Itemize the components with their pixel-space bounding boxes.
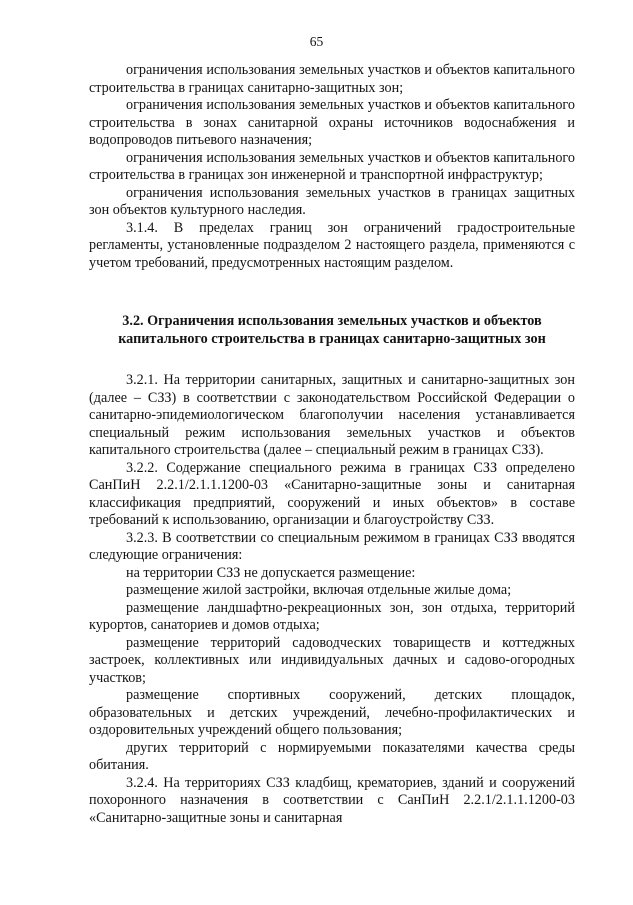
list-item: ограничения использования земельных участков в границах защитных зон объектов культурного наследия. xyxy=(89,184,575,218)
restriction-item: размещение спортивных сооружений, детских площадок, образовательных и детских учреждений, лечебно-профилактических и оздоровительных учреждений общего пользования; xyxy=(89,687,575,738)
restriction-intro: на территории СЗЗ не допускается размещение: xyxy=(126,564,416,581)
restriction-item: размещение ландшафтно-рекреационных зон, зон отдыха, территорий курортов, санаториев и домов отдыха; xyxy=(89,599,575,633)
restriction-item: размещение жилой застройки, включая отдельные жилые дома; xyxy=(126,582,512,598)
restriction-item: других территорий с нормируемыми показателями качества среды обитания. xyxy=(89,739,575,773)
list-item: ограничения использования земельных участков и объектов капитального строительства в границах зон инженерной и транспортной инфраструктур; xyxy=(89,149,575,183)
list-item: ограничения использования земельных участков и объектов капитального строительства в зонах санитарной охраны источников водоснабжения и водопроводов питьевого назначения; xyxy=(89,97,575,148)
list-item: ограничения использования земельных участков и объектов капитального строительства в границах санитарно-защитных зон; xyxy=(89,62,575,96)
section-heading: 3.2. Ограничения использования земельных участков и объектов капитального строительства в границах санитарно-защитных зон xyxy=(118,313,546,347)
paragraph-3-2-3: 3.2.3. В соответствии со специальным режимом в границах СЗЗ вводятся следующие ограничения: xyxy=(89,529,575,563)
paragraph-3-2-2: 3.2.2. Содержание специального режима в границах СЗЗ определено СанПиН 2.2.1/2.1.1.1200-03 «Санитарно-защитные зоны и санитарная классификация предприятий, сооружений и иных объектов» в составе требований к использованию, организации и благоустройству СЗЗ. xyxy=(89,459,575,528)
document-body xyxy=(89,62,575,827)
paragraph-3-2-4: 3.2.4. На территориях СЗЗ кладбищ, крематориев, зданий и сооружений похоронного назначения в соответствии с СанПиН 2.2.1/2.1.1.1200-03 «Санитарно-защитные зоны и санитарная xyxy=(89,774,575,826)
page-number: 65 xyxy=(309,34,324,49)
paragraph-3-1-4: 3.1.4. В пределах границ зон ограничений градостроительные регламенты, установленные подразделом 2 настоящего раздела, применяются с учетом требований, предусмотренных настоящим разделом. xyxy=(89,219,575,271)
paragraph-3-2-1: 3.2.1. На территории санитарных, защитных и санитарно-защитных зон (далее – СЗЗ) в соответствии с законодательством Российской Федерации о санитарно-эпидемиологическом благополучии населения устанавливается специальный режим использования земельных участков и объектов капитального строительства (далее – специальный режим в границах СЗЗ). xyxy=(89,372,575,458)
restriction-item: размещение территорий садоводческих товариществ и коттеджных застроек, коллективных или индивидуальных дачных и садово-огородных участков; xyxy=(89,634,575,686)
